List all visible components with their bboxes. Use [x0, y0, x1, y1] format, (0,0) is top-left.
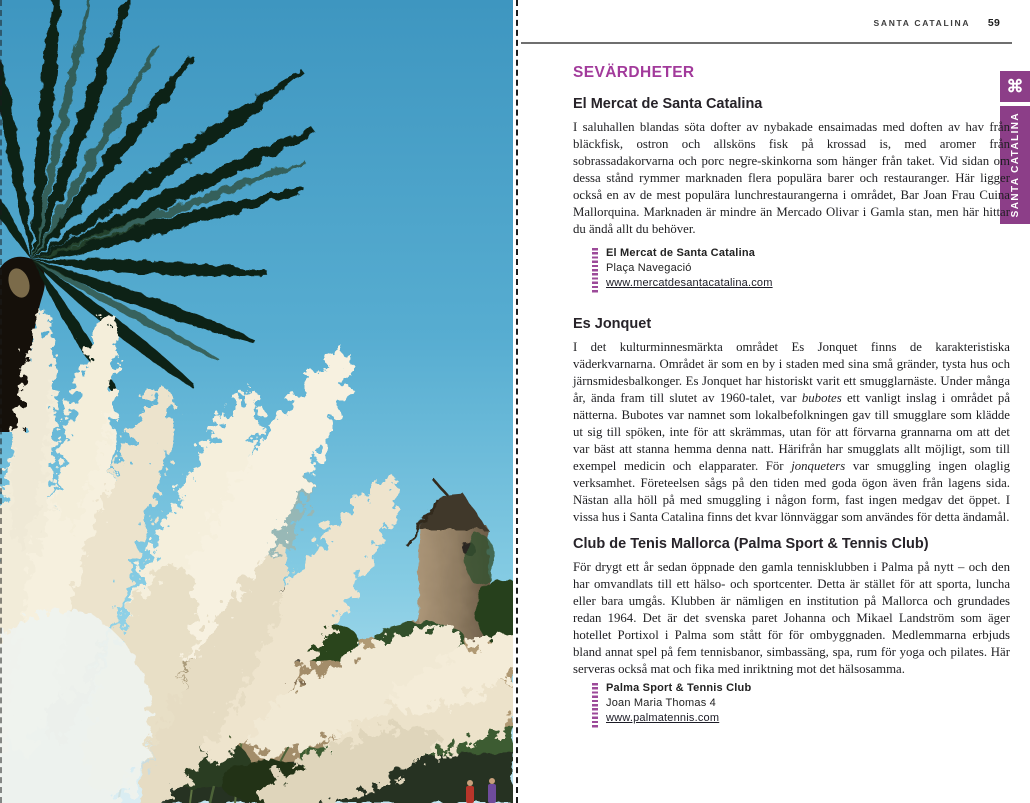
contact-url-link[interactable]: www.palmatennis.com — [606, 712, 720, 724]
right-page — [520, 0, 1030, 803]
section-body-tennis: För drygt ett år sedan öppnade den gamla tennisklubben i Palma på nytt – och den har omvandlats till ett hälso- och sportcenter. Detta är stället för att sporta, luncha eller bara umgås. Klubben är nämligen en institution på Mallorca och grundades redan 1964. Det är det svenska paret Johanna och Mikael Landström som äger hotellet Portixol i Palma som stått för för ombyggnaden. Medlemmarna erbjuds bland annat spel på fem tennisbanor, simbassäng, spa, rum för yoga och pilates. Här serveras också mat och fika med inriktning mot det hälsosamma. — [573, 560, 1010, 676]
photo-illustration — [0, 0, 513, 803]
body-text: var smuggling ingen olaglig verksamhet. Företeelsen sågs på den tiden med goda ögon även från lagens sida. Nästan alla höll på med smuggling i någon form, fast ingen medgav det öppet. I vissa hus i Santa Catalina finns det kvar lönnväggar som användes för detta ändamål. — [573, 459, 1010, 524]
running-header-section: SANTA CATALINA — [873, 18, 970, 28]
contact-lines — [606, 681, 751, 726]
contact-address: Plaça Navegació — [606, 262, 692, 274]
body-text: I det kulturminnesmärkta området Es Jonquet finns de karakteristiska väderkvarnarna. Området är som en by i staden med sina små gränder, tysta hus och järnsmidesbalkonger. Es Jonquet har historiskt varit ett smugglarnäste. Under många år, ända fram till slutet av 1960-talet, var — [573, 340, 1010, 405]
left-page-photo — [0, 0, 513, 803]
body-text-italic: jonqueters — [791, 459, 846, 473]
contact-dash-icon — [592, 248, 598, 293]
header-rule — [521, 42, 1012, 44]
contact-name: El Mercat de Santa Catalina — [606, 247, 756, 259]
section-body-mercat: I saluhallen blandas söta dofter av nybakade ensaimadas med doften av hav från bläckfisk, ostron och allsköns fisk på krossad is, med aromer från sobrassadakorvarna och porc negre-skinkorna som hänger från taket. Vid sidan om dessa stånd rymmer marknaden flera populära barer och restauranger. Här ligger också en av de mest populära lunchrestaurangerna i området, Bar Joan Frau Cuina Mallorquina. Marknaden är mindre än Mercado Olivar i Gamla stan, men här hittar du ändå allt du behöver. — [573, 120, 1010, 236]
body-text-italic: bubotes — [801, 391, 842, 405]
page-number: 59 — [987, 17, 1000, 29]
section-tab-label: SANTA CATALINA — [1009, 112, 1021, 218]
contact-lines — [606, 246, 773, 291]
command-icon: ⌘ — [1006, 77, 1024, 96]
contact-dash-icon — [592, 683, 598, 728]
contact-name: Palma Sport & Tennis Club — [606, 682, 752, 694]
section-title-mercat: El Mercat de Santa Catalina — [573, 96, 763, 112]
body-text: ett vanligt inslag i området på nätterna. Bubotes var namnet som lokalbefolkningen gav till smugglare som klädde ut sig till spöken, inte för att skrämmas, utan för att förvarna grannarna om att det var bäst att stanna hemma denna natt. Härifrån har smugglats allt möjligt, som till exempel medicin och elapparater. För — [573, 391, 1011, 473]
contact-block-tennis — [592, 681, 751, 728]
contact-url-link[interactable]: www.mercatdesantacatalina.com — [606, 277, 773, 289]
page-cut-line — [516, 0, 518, 803]
running-header — [873, 17, 1000, 29]
section-body-jonquet — [573, 339, 1010, 526]
section-title-tennis: Club de Tenis Mallorca (Palma Sport & Tennis Club) — [573, 536, 929, 552]
category-heading: SEVÄRDHETER — [573, 64, 695, 81]
contact-block-mercat — [592, 246, 773, 293]
contact-address: Joan Maria Thomas 4 — [606, 697, 716, 709]
section-title-jonquet: Es Jonquet — [573, 316, 652, 332]
left-crop-line — [0, 0, 2, 803]
